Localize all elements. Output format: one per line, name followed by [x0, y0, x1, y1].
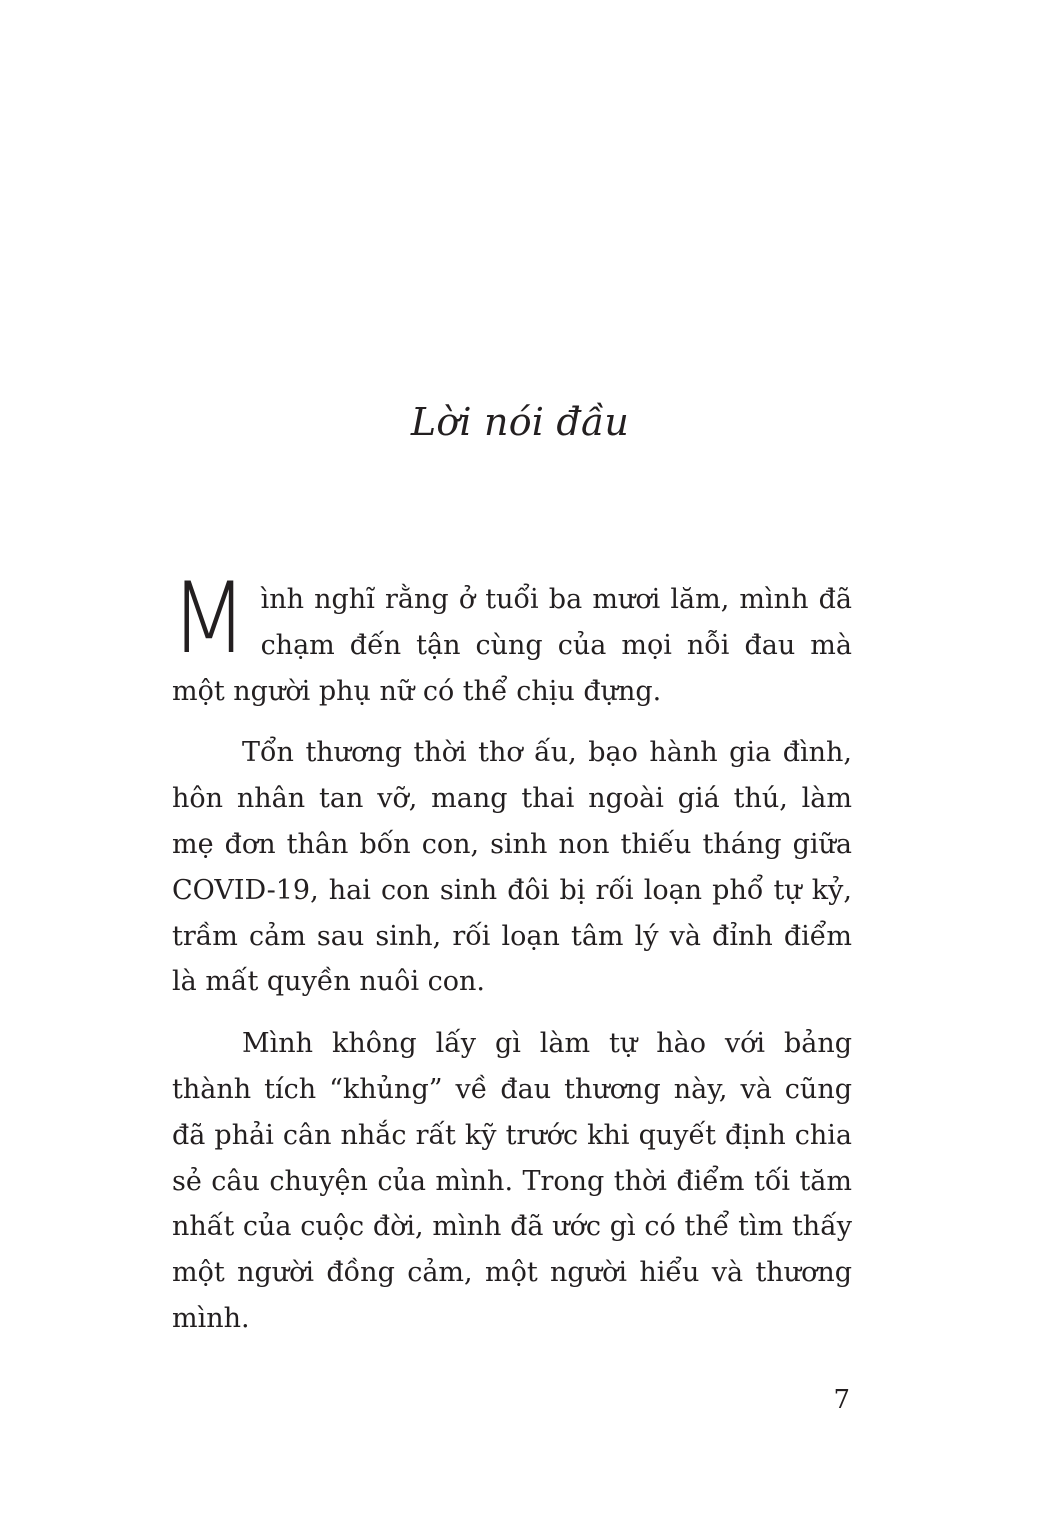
- page-number: 7: [833, 1385, 850, 1415]
- chapter-title: Lời nói đầu: [410, 400, 630, 444]
- paragraph-2: Tổn thương thời thơ ấu, bạo hành gia đình, hôn nhân tan vỡ, mang thai ngoài giá thú, làm mẹ đơn thân bốn con, sinh non thiếu tháng giữa COVID-19, hai con sinh đôi bị rối loạn phổ tự kỷ, trầm cảm sau sinh, rối loạn tâm lý và đỉnh điểm là mất quyền nuôi con.: [172, 737, 852, 998]
- paragraph-1-text: ình nghĩ rằng ở tuổi ba mươi lăm, mình đã chạm đến tận cùng của mọi nỗi đau mà một người phụ nữ có thể chịu đựng.: [172, 584, 852, 707]
- drop-cap: M: [170, 562, 248, 676]
- paragraph-1: [170, 562, 852, 714]
- body-text: [170, 562, 852, 1358]
- paragraph-3: Mình không lấy gì làm tự hào với bảng thành tích “khủng” về đau thương này, và cũng đã phải cân nhắc rất kỹ trước khi quyết định chia sẻ câu chuyện của mình. Trong thời điểm tối tăm nhất của cuộc đời, mình đã ước gì có thể tìm thấy một người đồng cảm, một người hiểu và thương mình.: [172, 1028, 852, 1334]
